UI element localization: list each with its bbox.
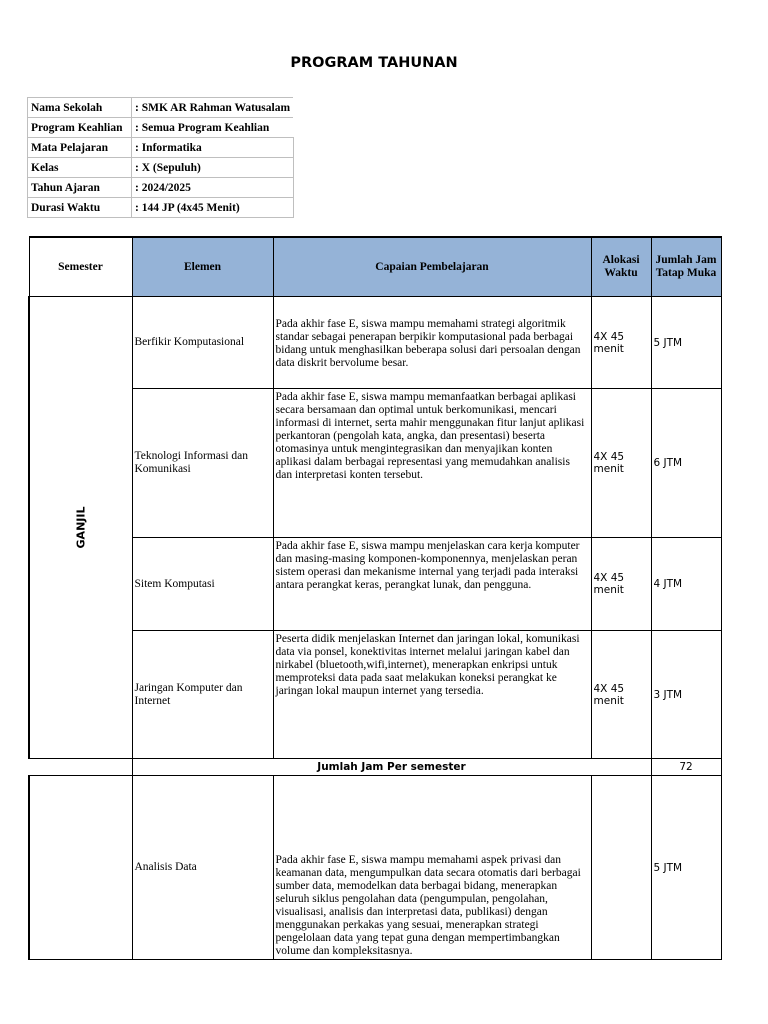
total-label: Jumlah Jam Per semester <box>132 759 651 776</box>
blank-cell <box>29 759 132 776</box>
semester-label: GANJIL <box>74 506 88 549</box>
table-row <box>29 538 721 631</box>
info-label: Durasi Waktu <box>28 198 132 218</box>
capaian-cell: Pada akhir fase E, siswa mampu memahami aspek privasi dan keamanan data, mengumpulkan data secara otomatis dari berbagai sumber data, memodelkan data berbagai bidang, menerapkan seluruh siklus pengolahan data (pengumpulan, pengolahan, visualisasi, analisis dan interpretasi data, publikasi) dengan menggunakan perkakas yang sesuai, menerapkan strategi pengelolaan data yang tepat guna dengan mempertimbangkan volume dan kompleksitasnya. <box>273 776 591 960</box>
info-row <box>28 98 294 118</box>
info-label: Program Keahlian <box>28 118 132 138</box>
info-label: Mata Pelajaran <box>28 138 132 158</box>
info-label: Kelas <box>28 158 132 178</box>
info-value: : 2024/2025 <box>132 178 294 198</box>
jumlah-cell: 6 JTM <box>651 389 721 538</box>
info-row <box>28 138 294 158</box>
jumlah-cell: 5 JTM <box>651 297 721 389</box>
info-row <box>28 178 294 198</box>
table-row <box>29 776 721 960</box>
table-row <box>29 631 721 759</box>
table-row <box>29 389 721 538</box>
info-row <box>28 198 294 218</box>
table-header-row <box>29 237 721 297</box>
header-capaian: Capaian Pembelajaran <box>273 237 591 297</box>
alokasi-cell: 4X 45 menit <box>591 538 651 631</box>
alokasi-cell: 4X 45 menit <box>591 631 651 759</box>
info-value: : 144 JP (4x45 Menit) <box>132 198 294 218</box>
elemen-cell: Sitem Komputasi <box>132 538 273 631</box>
info-value: : Informatika <box>132 138 294 158</box>
header-semester: Semester <box>29 237 132 297</box>
table-row <box>29 297 721 389</box>
semester-cell <box>29 297 132 759</box>
header-jumlah: Jumlah Jam Tatap Muka <box>651 237 721 297</box>
semester-cell <box>29 776 132 960</box>
info-value: : X (Sepuluh) <box>132 158 294 178</box>
program-table <box>28 236 722 960</box>
alokasi-cell: 4X 45 menit <box>591 389 651 538</box>
elemen-cell: Jaringan Komputer dan Internet <box>132 631 273 759</box>
info-label: Tahun Ajaran <box>28 178 132 198</box>
total-row <box>29 759 721 776</box>
header-elemen: Elemen <box>132 237 273 297</box>
page-title: PROGRAM TAHUNAN <box>290 55 458 71</box>
jumlah-cell: 3 JTM <box>651 631 721 759</box>
jumlah-cell: 4 JTM <box>651 538 721 631</box>
info-row <box>28 158 294 178</box>
header-alokasi: Alokasi Waktu <box>591 237 651 297</box>
alokasi-cell: 4X 45 menit <box>591 297 651 389</box>
capaian-cell: Pada akhir fase E, siswa mampu memahami strategi algoritmik standar sebagai penerapan berpikir komputasional pada berbagai bidang untuk menghasilkan beberapa solusi dari persoalan dengan data diskrit bervolume besar. <box>273 297 591 389</box>
info-value: : SMK AR Rahman Watusalam <box>132 98 294 118</box>
elemen-cell: Berfikir Komputasional <box>132 297 273 389</box>
elemen-cell: Teknologi Informasi dan Komunikasi <box>132 389 273 538</box>
info-label: Nama Sekolah <box>28 98 132 118</box>
alokasi-cell <box>591 776 651 960</box>
capaian-cell: Pada akhir fase E, siswa mampu memanfaatkan berbagai aplikasi secara bersamaan dan optimal untuk berkomunikasi, mencari informasi di internet, serta mahir menggunakan fitur lanjut aplikasi perkantoran (pengolah kata, angka, dan presentasi) beserta otomasinya untuk mengintegrasikan dan menyajikan konten aplikasi dalam berbagai representasi yang memudahkan analisis dan interpretasi konten tersebut. <box>273 389 591 538</box>
capaian-cell: Peserta didik menjelaskan Internet dan jaringan lokal, komunikasi data via ponsel, konektivitas internet melalui jaringan kabel dan nirkabel (bluetooth,wifi,internet), menerapkan enkripsi untuk memproteksi data pada saat melakukan koneksi perangkat ke jaringan lokal maupun internet yang tersedia. <box>273 631 591 759</box>
info-row <box>28 118 294 138</box>
total-value: 72 <box>651 759 721 776</box>
elemen-cell: Analisis Data <box>132 776 273 960</box>
capaian-cell: Pada akhir fase E, siswa mampu menjelaskan cara kerja komputer dan masing-masing komponen-komponennya, menjelaskan peran sistem operasi dan mekanisme internal yang terjadi pada interaksi antara perangkat keras, perangkat lunak, dan pengguna. <box>273 538 591 631</box>
info-value: : Semua Program Keahlian <box>132 118 294 138</box>
jumlah-cell: 5 JTM <box>651 776 721 960</box>
school-info-table <box>27 97 294 218</box>
